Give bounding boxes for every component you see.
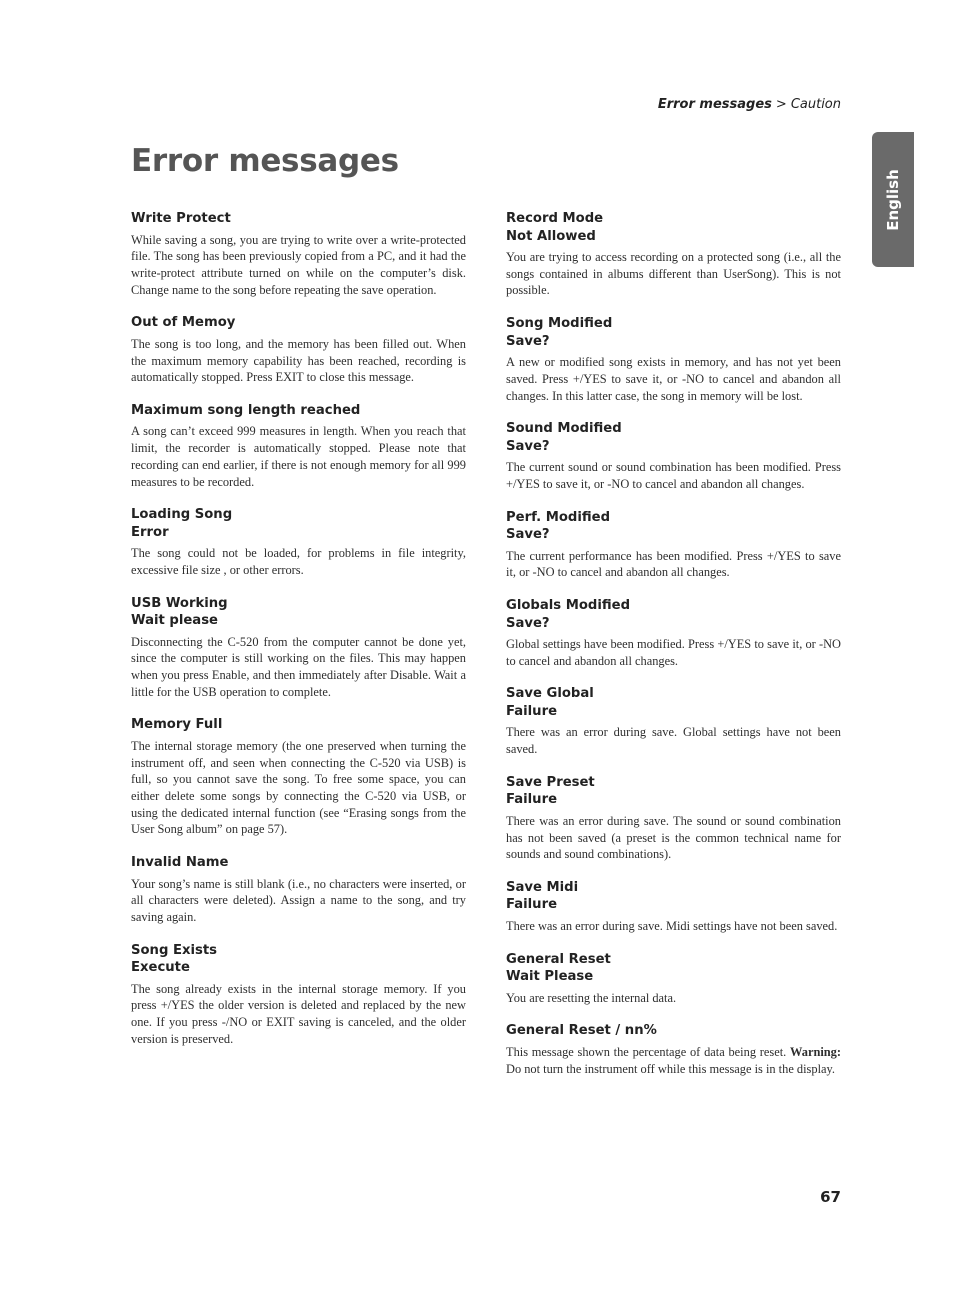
heading-line: Song Exists xyxy=(131,942,218,958)
error-entry xyxy=(506,774,841,863)
left-column xyxy=(131,210,466,1064)
heading-line: Failure xyxy=(506,897,558,913)
right-column xyxy=(506,210,841,1093)
error-description: You are trying to access recording on a protected song (i.e., all the songs contained in albums different than UserSong). This is not possible. xyxy=(506,250,841,298)
error-entry xyxy=(506,509,841,581)
error-description: There was an error during save. Global settings have not been saved. xyxy=(506,725,841,757)
error-entry xyxy=(506,1022,841,1077)
heading-line: Write Protect xyxy=(131,211,231,226)
error-message-heading xyxy=(506,315,841,350)
heading-line: Wait please xyxy=(131,613,218,629)
heading-line: Save? xyxy=(506,615,550,631)
error-entry xyxy=(131,314,466,386)
error-description: You are resetting the internal data. xyxy=(506,990,677,1005)
running-header xyxy=(658,97,841,112)
error-message-heading xyxy=(506,774,841,809)
heading-line: Save Midi xyxy=(506,879,579,895)
heading-line: Memory Full xyxy=(131,717,223,733)
error-description xyxy=(506,1044,841,1077)
heading-line: General Reset xyxy=(506,951,611,967)
error-message-heading xyxy=(131,942,466,977)
error-description: Global settings have been modified. Press +/YES to save it, or -NO to cancel and abandon all changes. xyxy=(506,637,841,668)
error-message-heading xyxy=(506,509,841,544)
error-entry xyxy=(131,854,466,926)
error-description: A song can’t exceed 999 measures in length. When you reach that limit, the recorder is automatically stopped. Please note that recording can end earlier, if there is not enough memory for all 999 measures to be recorded. xyxy=(131,424,466,489)
heading-line: Failure xyxy=(506,792,558,808)
heading-line: Save? xyxy=(506,527,550,543)
heading-line: Out of Memoy xyxy=(131,315,236,331)
error-message-heading xyxy=(131,595,466,630)
running-header-section: Error messages xyxy=(657,97,772,112)
error-entry xyxy=(131,402,466,490)
error-message-heading xyxy=(506,951,841,986)
error-message-heading xyxy=(131,402,466,420)
error-message-heading xyxy=(131,716,466,734)
error-entry xyxy=(506,420,841,492)
page-title: Error messages xyxy=(131,143,399,179)
error-entry xyxy=(506,315,841,404)
error-message-heading xyxy=(131,314,466,332)
error-description: There was an error during save. The sound or sound combination has not been saved (a preset is the common technical name for sounds and sound combinations). xyxy=(506,813,841,862)
error-entry xyxy=(131,210,466,298)
running-header-separator: > xyxy=(775,97,787,112)
heading-line: Perf. Modified xyxy=(506,509,611,525)
heading-line: Error xyxy=(131,524,169,540)
error-description: The song could not be loaded, for problems in file integrity, excessive file size , or other errors. xyxy=(131,546,466,577)
error-entry xyxy=(506,597,841,669)
error-message-heading xyxy=(506,420,841,455)
heading-line: Save Global xyxy=(506,686,594,702)
heading-line: Save? xyxy=(506,438,550,454)
warning-label: Warning: xyxy=(790,1044,841,1059)
error-message-heading xyxy=(506,1022,841,1040)
heading-line: Loading Song xyxy=(131,507,233,523)
error-message-heading xyxy=(506,879,841,914)
heading-line: Sound Modified xyxy=(506,421,622,437)
error-description: Disconnecting the C-520 from the computer cannot be done yet, since the computer is still working on the files. This may happen when you press Enable, and then immediately after Disable. Wait a little for the USB operation to complete. xyxy=(131,634,466,699)
error-message-heading xyxy=(506,597,841,632)
description-text: Do not turn the instrument off while this message is in the display. xyxy=(506,1061,835,1076)
error-description: Your song’s name is still blank (i.e., no characters were inserted, or all characters were deleted). Assign a name to the song, and try saving again. xyxy=(131,876,466,925)
heading-line: Execute xyxy=(131,960,190,976)
error-message-heading xyxy=(506,685,841,720)
heading-line: Invalid Name xyxy=(131,855,229,871)
heading-line: USB Working xyxy=(131,595,228,611)
error-description: The song already exists in the internal storage memory. If you press +/YES the older version is deleted and replaced by the new one. If you press -/NO or EXIT saving is canceled, and the older version is preserved. xyxy=(131,981,466,1046)
heading-line: Wait Please xyxy=(506,969,594,985)
heading-line: Failure xyxy=(506,703,558,719)
heading-line: Maximum song length reached xyxy=(131,402,361,418)
heading-line: Save Preset xyxy=(506,774,595,790)
error-description: The internal storage memory (the one preserved when turning the instrument off, and seen when connecting the C-520 via USB) is full, so you cannot save the song. To free some space, you can either delete some songs by connecting the C-520 via USB, or using the dedicated internal function (see “Erasing songs from the User Song album” on page 57). xyxy=(131,738,466,837)
error-entry xyxy=(131,716,466,838)
page-number: 67 xyxy=(820,1188,841,1206)
heading-line: Not Allowed xyxy=(506,228,596,244)
error-entry xyxy=(506,879,841,935)
running-header-subsection: Caution xyxy=(790,97,841,112)
heading-line: General Reset / nn% xyxy=(506,1023,657,1039)
description-text: This message shown the percentage of data being reset. xyxy=(506,1044,791,1059)
heading-line: Record Mode xyxy=(506,211,604,226)
error-description: The current sound or sound combination has been modified. Press +/YES to save it, or -NO to cancel and abandon all changes. xyxy=(506,460,841,491)
heading-line: Save? xyxy=(506,333,550,349)
language-side-tab xyxy=(872,132,914,267)
heading-line: Song Modified xyxy=(506,316,613,332)
error-description: The song is too long, and the memory has been filled out. When the maximum memory capability has been reached, recording is automatically stopped. Press EXIT to close this message. xyxy=(131,336,466,385)
error-description: A new or modified song exists in memory, and has not yet been saved. Press +/YES to save it, or -NO to cancel and abandon all changes. In this latter case, the song in memory will be lost. xyxy=(506,355,841,403)
error-description: There was an error during save. Midi settings have not been saved. xyxy=(506,918,838,933)
error-entry xyxy=(506,685,841,757)
language-side-tab-label: English xyxy=(884,168,902,231)
error-entry xyxy=(506,951,841,1007)
error-message-heading xyxy=(131,506,466,541)
error-message-heading xyxy=(506,210,841,245)
heading-line: Globals Modified xyxy=(506,598,631,614)
error-entry xyxy=(131,942,466,1048)
error-description: The current performance has been modified. Press +/YES to save it, or -NO to cancel and abandon all changes. xyxy=(506,548,841,580)
error-message-heading xyxy=(131,210,466,228)
error-entry xyxy=(506,210,841,299)
error-entry xyxy=(131,506,466,578)
error-entry xyxy=(131,595,466,701)
error-description: While saving a song, you are trying to write over a write-protected file. The song has been previously copied from a PC, and it had the write-protect attribute turned on while on the computer’s disk. Change name to the song before repeating the save operation. xyxy=(131,232,466,297)
error-message-heading xyxy=(131,854,466,872)
